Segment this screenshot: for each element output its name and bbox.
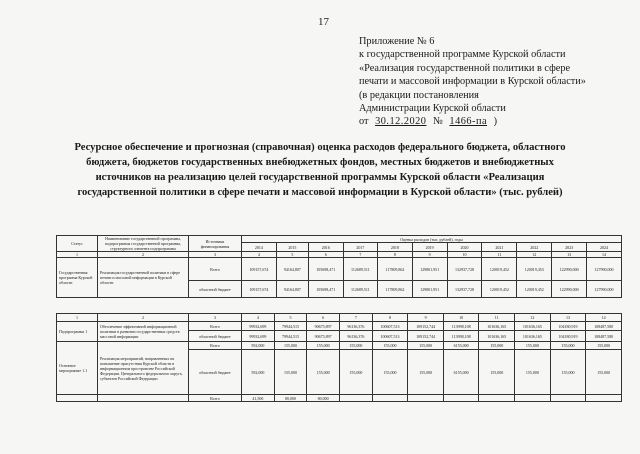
- appendix-line: «Реализация государственной политики в сфере: [359, 62, 571, 74]
- value-cell: [515, 395, 551, 402]
- value-cell: 108487,580: [586, 322, 622, 331]
- value-cell: 155,000: [550, 350, 586, 395]
- value-cell: 155,000: [479, 350, 515, 395]
- document-title: Ресурсное обеспечение и прогнозная (справочная) оценка расходов федерального бюджета, областного бюджета, бюджетов государственных внебюджетных фондов, местных бюджетов и внебюджетных источников на реализацию целей государственной программы Курской области «Реализация государственной политики в сфере печати и массовой информации в Курской области» (тыс. рублей): [74, 142, 566, 198]
- year-cell: 2020: [447, 243, 482, 252]
- value-cell: [340, 395, 373, 402]
- col-num: 1: [57, 252, 98, 258]
- value-cell: 120019,453: [517, 258, 552, 281]
- table-row: [57, 258, 622, 281]
- col-num: 5: [276, 252, 308, 258]
- value-cell: 127990,000: [587, 258, 622, 281]
- row-status: Основное мероприятие 1.1: [57, 342, 98, 395]
- value-cell: 155,000: [307, 342, 340, 350]
- value-cell: 113998,108: [443, 322, 478, 331]
- col-num: 3: [189, 314, 242, 322]
- value-cell: 155,000: [586, 350, 622, 395]
- value-cell: 129801,951: [412, 258, 447, 281]
- row-status: Государственная программа Курской области: [57, 258, 98, 298]
- value-cell: 155,000: [340, 342, 373, 350]
- resolution-date: 30.12.2020: [375, 116, 427, 128]
- resolution-number: 1466-па: [449, 116, 488, 128]
- value-cell: 6155,000: [443, 350, 478, 395]
- row-source: Всего: [189, 395, 242, 402]
- row-source: Всего: [189, 258, 242, 281]
- page-number: 17: [318, 16, 329, 28]
- value-cell: 155,000: [515, 342, 551, 350]
- value-cell: 155,000: [372, 350, 408, 395]
- col-num: 4: [242, 314, 275, 322]
- year-cell: 2017: [343, 243, 377, 252]
- appendix-date-line: [359, 115, 586, 128]
- value-cell: 99932,699: [242, 322, 275, 331]
- value-cell: 112689,511: [343, 258, 377, 281]
- table-row: [57, 395, 622, 402]
- row-source: областной бюджет: [189, 281, 242, 298]
- value-cell: 108487,580: [586, 331, 622, 342]
- value-cell: 155,000: [408, 342, 444, 350]
- close-paren: ): [493, 116, 498, 128]
- value-cell: 94164,807: [276, 258, 308, 281]
- col-num: 14: [586, 314, 622, 322]
- col-num: 1: [57, 314, 98, 322]
- year-cell: 2021: [482, 243, 517, 252]
- value-cell: 90675,897: [307, 322, 340, 331]
- value-cell: 96136,376: [340, 322, 373, 331]
- value-cell: 109152,744: [408, 322, 444, 331]
- column-number-row: [57, 314, 622, 322]
- col-num: 5: [274, 314, 307, 322]
- date-prefix: от: [359, 116, 369, 128]
- col-num: 11: [482, 252, 517, 258]
- value-cell: 155,000: [408, 350, 444, 395]
- header-estimate: Оценка расходов (тыс. рублей), годы: [242, 236, 622, 243]
- value-cell: [479, 395, 515, 402]
- col-num: 7: [340, 314, 373, 322]
- year-cell: 2023: [552, 243, 587, 252]
- year-cell: 2022: [517, 243, 552, 252]
- value-cell: 100607,513: [372, 322, 408, 331]
- value-cell: 155,000: [372, 342, 408, 350]
- col-num: 13: [552, 252, 587, 258]
- col-num: 12: [515, 314, 551, 322]
- appendix-line: к государственной программе Курской области: [359, 49, 566, 61]
- col-num: 2: [98, 314, 189, 322]
- value-cell: 109157,674: [242, 281, 277, 298]
- year-cell: 2016: [308, 243, 343, 252]
- value-cell: 112689,511: [343, 281, 377, 298]
- value-cell: [586, 395, 622, 402]
- value-cell: 79944,515: [274, 331, 307, 342]
- year-cell: 2018: [378, 243, 413, 252]
- appendix-line: Приложение № 6: [359, 36, 435, 47]
- value-cell: 122990,000: [552, 258, 587, 281]
- row-name: [98, 395, 189, 402]
- value-cell: 120019,452: [517, 281, 552, 298]
- value-cell: 120019,452: [482, 258, 517, 281]
- year-cell: 2015: [276, 243, 308, 252]
- col-num: 13: [550, 314, 586, 322]
- value-cell: [408, 395, 444, 402]
- col-num: 9: [412, 252, 447, 258]
- value-cell: 104180,919: [550, 331, 586, 342]
- col-num: 4: [242, 252, 277, 258]
- value-cell: 592,000: [242, 350, 275, 395]
- year-cell: 2019: [412, 243, 447, 252]
- value-cell: 6155,000: [443, 342, 478, 350]
- col-num: 10: [443, 314, 478, 322]
- value-cell: 117809,862: [378, 258, 413, 281]
- value-cell: 100607,513: [372, 331, 408, 342]
- row-source: областной бюджет: [189, 350, 242, 395]
- col-num: 2: [98, 252, 189, 258]
- value-cell: 105698,471: [308, 258, 343, 281]
- col-num: 3: [189, 252, 242, 258]
- year-cell: 2024: [587, 243, 622, 252]
- value-cell: 155,000: [307, 350, 340, 395]
- value-cell: 592,000: [242, 342, 275, 350]
- appendix-line: (в редакции постановления: [359, 89, 479, 101]
- value-cell: [443, 395, 478, 402]
- year-cell: 2014: [242, 243, 277, 252]
- header-status: Статус: [57, 236, 98, 252]
- value-cell: 109157,674: [242, 258, 277, 281]
- col-num: 12: [517, 252, 552, 258]
- row-name: Реализация государственной политики в сфере печати и массовой информации в Курской области: [98, 258, 189, 298]
- col-num: 10: [447, 252, 482, 258]
- header-source: Источники финансирования: [189, 236, 242, 252]
- value-cell: 155,000: [586, 342, 622, 350]
- value-cell: 155,000: [479, 342, 515, 350]
- row-status: Подпрограмма 1: [57, 322, 98, 342]
- col-num: 9: [408, 314, 444, 322]
- appendix-header: [359, 35, 586, 129]
- value-cell: 155,000: [515, 350, 551, 395]
- value-cell: 79944,515: [274, 322, 307, 331]
- value-cell: 113998,108: [443, 331, 478, 342]
- value-cell: 105698,471: [308, 281, 343, 298]
- value-cell: 122990,000: [552, 281, 587, 298]
- value-cell: 127990,000: [587, 281, 622, 298]
- value-cell: 101636,165: [515, 331, 551, 342]
- value-cell: 132937,728: [447, 258, 482, 281]
- col-num: 7: [343, 252, 377, 258]
- value-cell: 155,000: [340, 350, 373, 395]
- col-num: 8: [372, 314, 408, 322]
- header-name: Наименование государственной программы, подпрограммы государственной программы, структурного элемента подпрограммы: [98, 236, 189, 252]
- value-cell: 101636,165: [479, 331, 515, 342]
- row-name: Обеспечение эффективной информационной политики в развитии государственных средств массовой информации: [98, 322, 189, 342]
- row-name: Реализация мероприятий, направленных на повышение присутствия Курской области в информационном пространстве Российской Федерации. Центрального федерального округа, субъектов Российской Федерации: [98, 342, 189, 395]
- value-cell: 155,000: [274, 342, 307, 350]
- value-cell: 41,500: [242, 395, 275, 402]
- col-num: 6: [307, 314, 340, 322]
- row-source: областной бюджет: [189, 331, 242, 342]
- value-cell: 101636,165: [479, 322, 515, 331]
- value-cell: 129801,951: [412, 281, 447, 298]
- value-cell: [550, 395, 586, 402]
- col-num: 14: [587, 252, 622, 258]
- value-cell: 104180,919: [550, 322, 586, 331]
- value-cell: 155,000: [274, 350, 307, 395]
- appendix-line: Администрации Курской области: [359, 103, 506, 115]
- row-status: [57, 395, 98, 402]
- col-num: 8: [378, 252, 413, 258]
- appendix-line: печати и массовой информации в Курской области»: [359, 76, 586, 88]
- value-cell: 109152,744: [408, 331, 444, 342]
- value-cell: 99932,699: [242, 331, 275, 342]
- value-cell: 117809,862: [378, 281, 413, 298]
- row-source: Всего: [189, 342, 242, 350]
- table-row: [57, 342, 622, 350]
- table-header-row: [57, 236, 622, 243]
- value-cell: 94164,807: [276, 281, 308, 298]
- value-cell: 101636,165: [515, 322, 551, 331]
- col-num: 6: [308, 252, 343, 258]
- number-prefix: №: [433, 116, 443, 128]
- value-cell: 155,000: [550, 342, 586, 350]
- row-source: Всего: [189, 322, 242, 331]
- resource-table-1: [56, 235, 622, 298]
- value-cell: 120019,452: [482, 281, 517, 298]
- value-cell: 80,000: [274, 395, 307, 402]
- value-cell: 96136,376: [340, 331, 373, 342]
- value-cell: 80,000: [307, 395, 340, 402]
- resource-table-2: [56, 313, 622, 402]
- value-cell: [372, 395, 408, 402]
- value-cell: 90675,897: [307, 331, 340, 342]
- table-row: [57, 322, 622, 331]
- col-num: 11: [479, 314, 515, 322]
- value-cell: 132937,728: [447, 281, 482, 298]
